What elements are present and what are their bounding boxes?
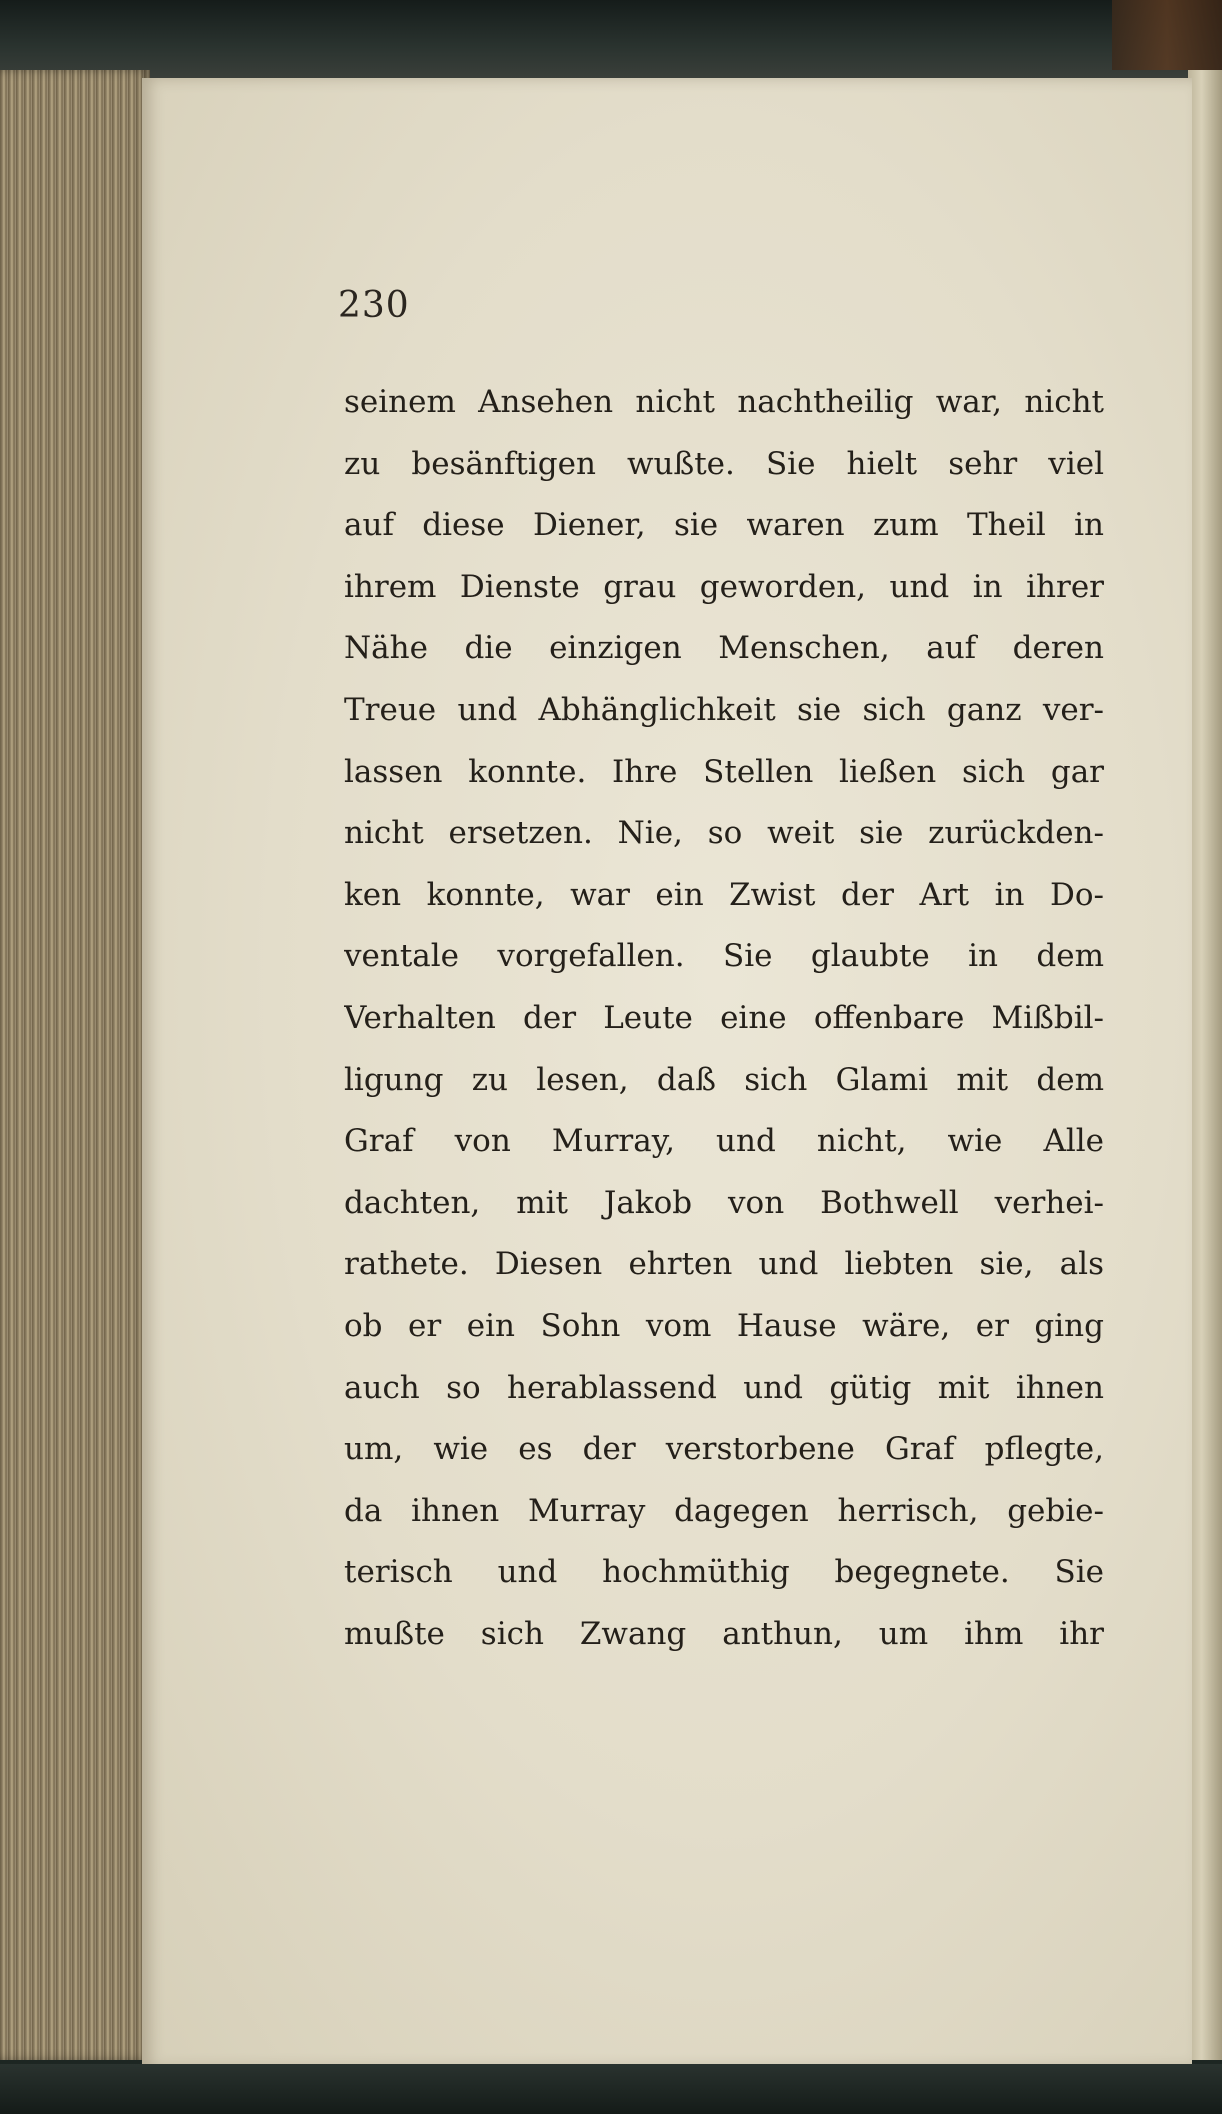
text-line: auch so herablassend und gütig mit ihnen (344, 1369, 1104, 1406)
text-line: nicht ersetzen. Nie, so weit sie zurückden- (344, 815, 1104, 852)
book-binding-corner (1112, 0, 1222, 70)
text-line: um, wie es der verstorbene Graf pflegte, (344, 1431, 1104, 1468)
text-line: Treue und Abhänglichkeit sie sich ganz ver- (344, 691, 1104, 728)
text-line: ken konnte, war ein Zwist der Art in Do- (344, 876, 1104, 913)
book-cover-edge-bottom (0, 2064, 1222, 2114)
text-line: ob er ein Sohn vom Hause wäre, er ging (344, 1307, 1104, 1344)
text-line: mußte sich Zwang anthun, um ihm ihr (344, 1615, 1104, 1652)
text-line: ventale vorgefallen. Sie glaubte in dem (344, 938, 1104, 975)
text-line: rathete. Diesen ehrten und liebten sie, als (344, 1246, 1104, 1283)
text-line: ihrem Dienste grau geworden, und in ihrer (344, 568, 1104, 605)
text-line: Graf von Murray, und nicht, wie Alle (344, 1123, 1104, 1160)
text-line: auf diese Diener, sie waren zum Theil in (344, 507, 1104, 544)
page-edges-left (0, 70, 150, 2060)
page-number: 230 (338, 285, 410, 326)
text-line: da ihnen Murray dagegen herrisch, gebie- (344, 1492, 1104, 1529)
text-line: dachten, mit Jakob von Bothwell verhei- (344, 1184, 1104, 1221)
text-line: ligung zu lesen, daß sich Glami mit dem (344, 1061, 1104, 1098)
text-line: Nähe die einzigen Menschen, auf deren (344, 630, 1104, 667)
text-line: terisch und hochmüthig begegnete. Sie (344, 1554, 1104, 1591)
text-line: zu besänftigen wußte. Sie hielt sehr viel (344, 445, 1104, 482)
text-line: Verhalten der Leute eine offenbare Mißbil- (344, 999, 1104, 1036)
text-line: lassen konnte. Ihre Stellen ließen sich gar (344, 753, 1104, 790)
book-cover-edge-top (0, 0, 1222, 78)
page-text (344, 372, 1104, 1665)
page-edge-right (1188, 70, 1222, 2060)
text-line: seinem Ansehen nicht nachtheilig war, nicht (344, 384, 1104, 420)
